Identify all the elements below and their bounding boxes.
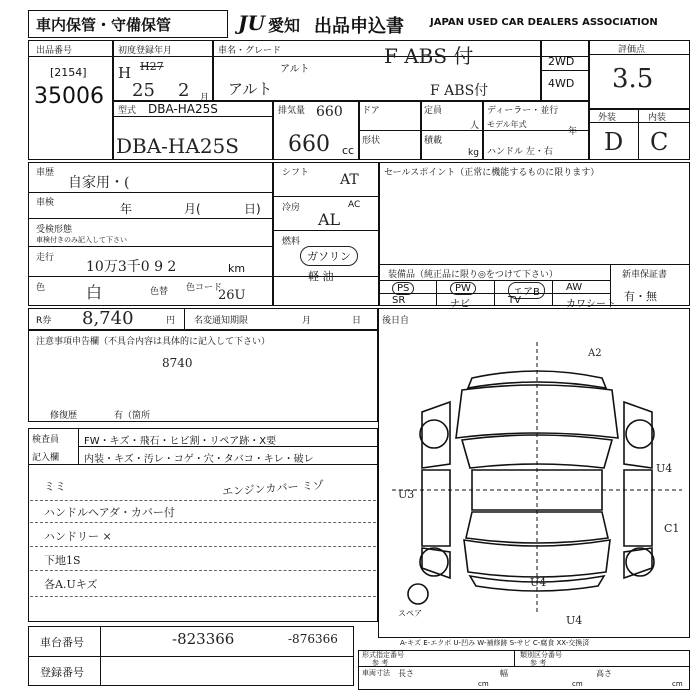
height-label: 高さ [596,669,612,678]
reg-month-unit: 月 [200,93,210,103]
equipment-item: TV [508,295,521,306]
reg-era-crossed: H27 [140,60,164,73]
inspection-label: 車検 [36,198,55,208]
handle-label: ハンドル 左・右 [487,147,553,157]
equipment-label: 装備品（純正品に限り◎をつけて下さい） [388,270,558,280]
lot-sub: [2154] [50,66,87,79]
diag-label-c1: C1 [664,522,680,535]
new-car-label: 新車保証書 [622,270,668,280]
exterior-grade: D [604,128,624,156]
mileage-unit: km [228,262,246,275]
car-grade-hand: F ABS付 [430,83,489,99]
notice-label: 名変通知期限 [194,316,249,326]
type-label: 類別区分番号 [520,651,562,659]
history-label: 車歴 [36,168,55,178]
seating-unit: 人 [470,121,480,131]
lot-label: 出品番号 [36,46,73,56]
fuel-diesel: 軽 油 [308,270,334,283]
cm-unit-1: cm [478,680,489,688]
displacement-hand: 660 [288,132,330,157]
diag-label-a2: A2 [588,348,602,359]
new-car-value: 有・無 [624,290,657,303]
width-label: 幅 [500,669,508,678]
diag-label-u4-rear: U4 [530,576,547,589]
receipt-label: 受検形態 [36,225,73,235]
equipment-item: ナビ [450,299,470,310]
ac-label: 冷房 [282,203,301,213]
inspector-label: 検査員 [32,435,60,445]
recycle-label: R券 [36,316,52,326]
form-title: 出品申込書 [314,16,404,37]
mileage-label: 走行 [36,253,55,263]
form-label: 形式指定番号 [362,651,404,659]
lot-number: 35006 [34,84,104,109]
notes-label: 注意事項申告欄（不具合内容は具体的に記入して下さい） [36,337,271,347]
load-label: 積載 [424,136,443,146]
reg-era: H [118,64,132,82]
diag-label-u4-bottom: U4 [566,614,583,627]
notes-hand: 8740 [162,356,193,370]
load-unit: kg [468,148,479,158]
ac-hand: AL [318,210,341,229]
color-code-label: 色コード [186,283,223,293]
model-code: DBA-HA25S [148,102,218,116]
ac-printed: AC [348,200,361,210]
rating-score: 3.5 [612,64,654,94]
cm-unit-2: cm [572,680,583,688]
notes-right: エンジンカバー ミゾ [221,478,325,499]
equipment-item: PW [450,282,476,295]
inspector-note: 各A.Uキズ [44,578,98,591]
chassis-label: 車台番号 [40,636,84,649]
equipment-item: エアB [508,282,545,299]
cm-unit-3: cm [672,680,683,688]
reg-number-label: 登録番号 [40,666,84,679]
inspection-day: 日) [244,202,261,216]
model-label: 型式 [118,106,137,116]
ju-logo: JU [238,11,265,35]
dealer-label: ディーラー・並行 [487,106,559,116]
repair-label: 修復歴 [50,411,78,421]
inspection-year: 年 [120,202,133,216]
seating-label: 定員 [424,106,443,116]
inspector-note: ハンドリー × [44,530,112,543]
inspector-note: 下地1S [44,554,81,567]
type-ref: 参 考 [530,659,547,667]
model-year-label: モデル年式 [487,120,527,129]
diag-label-u4-right: U4 [656,462,673,475]
car-name-label: 車名・グレード [218,46,282,56]
shift-label: シフト [282,168,310,178]
inspector-note: ハンドルヘアダ・カバー付 [44,506,175,519]
color-label: 色 [36,283,46,293]
size-label: 車両寸法 [362,669,390,677]
length-label: 長さ [398,669,414,678]
spare-label: スペア [398,609,422,618]
recycle-value: 8,740 [82,308,134,329]
interior-label: 内装 [648,113,667,123]
reg-month: 2 [178,80,190,101]
cc-unit: cc [342,144,355,157]
displacement-label: 排気量 [278,106,306,116]
equipment-item: AW [566,282,583,293]
inspection-month: 月( [184,202,201,216]
assoc-name: JAPAN USED CAR DEALERS ASSOCIATION [430,17,658,28]
fuel-label: 燃料 [282,237,301,247]
shape-label: 形状 [362,136,381,146]
rear-label: 後日自 [382,316,410,326]
car-grade-hand-top: F ABS 付 [384,44,474,68]
repair-value: 有（箇所 [114,411,151,421]
org-name: 愛知 [268,16,301,35]
interior-grade: C [650,128,669,156]
exterior-label: 外装 [598,113,617,123]
damage-legend: A-キズ E-エクボ U-凹み W-補修跡 S-サビ C-腐食 XX-交換済 [400,639,590,647]
shift-value: AT [340,172,359,188]
storage-label: 車内保管・守備保管 [36,16,172,34]
notice-day: 日 [352,316,362,326]
car-name-printed: アルト [280,64,310,75]
fuel-gas: ガソリン [300,246,358,266]
inspector-note: ミミ [44,480,66,493]
history-value: 自家用・( [68,175,130,191]
drive-2wd: 2WD [548,55,575,68]
drive-4wd: 4WD [548,77,575,90]
equipment-item: SR [392,295,406,306]
fw-row: FW・キズ・飛石・ヒビ割・リペア跡・X要 [84,436,277,447]
interior-row: 内装・キズ・汚レ・コゲ・穴・タバコ・キレ・破レ [84,454,314,465]
record-label: 記入欄 [32,453,60,463]
form-ref: 参 考 [372,659,389,667]
model-hand: DBA-HA25S [116,134,239,158]
displacement-printed: 660 [316,104,343,120]
receipt-sub: 車検付きのみ記入して下さい [36,236,127,244]
sales-point-label: セールスポイント（正常に機能するものに限ります） [384,168,600,178]
car-name-hand: アルト [228,80,273,98]
color-swatch-label: 色替 [150,287,169,297]
door-label: ドア [362,106,380,116]
notice-month: 月 [302,316,312,326]
recycle-unit: 円 [166,316,176,326]
chassis-hand: -823366 [172,630,235,648]
equipment-item: PS [392,282,414,295]
chassis-hand-2: -876366 [288,632,338,646]
reg-year: 25 [132,80,155,101]
diag-label-u3: U3 [398,488,415,501]
model-year-unit: 年 [568,127,578,137]
registration-label: 初度登録年月 [118,46,173,56]
mileage-hand: 10万3千0 9 2 [86,259,177,275]
rating-label: 評価点 [618,45,646,55]
color-hand: 白 [86,283,103,302]
color-code-hand: 26U [218,288,246,303]
equipment-item: カワシート [566,299,616,310]
